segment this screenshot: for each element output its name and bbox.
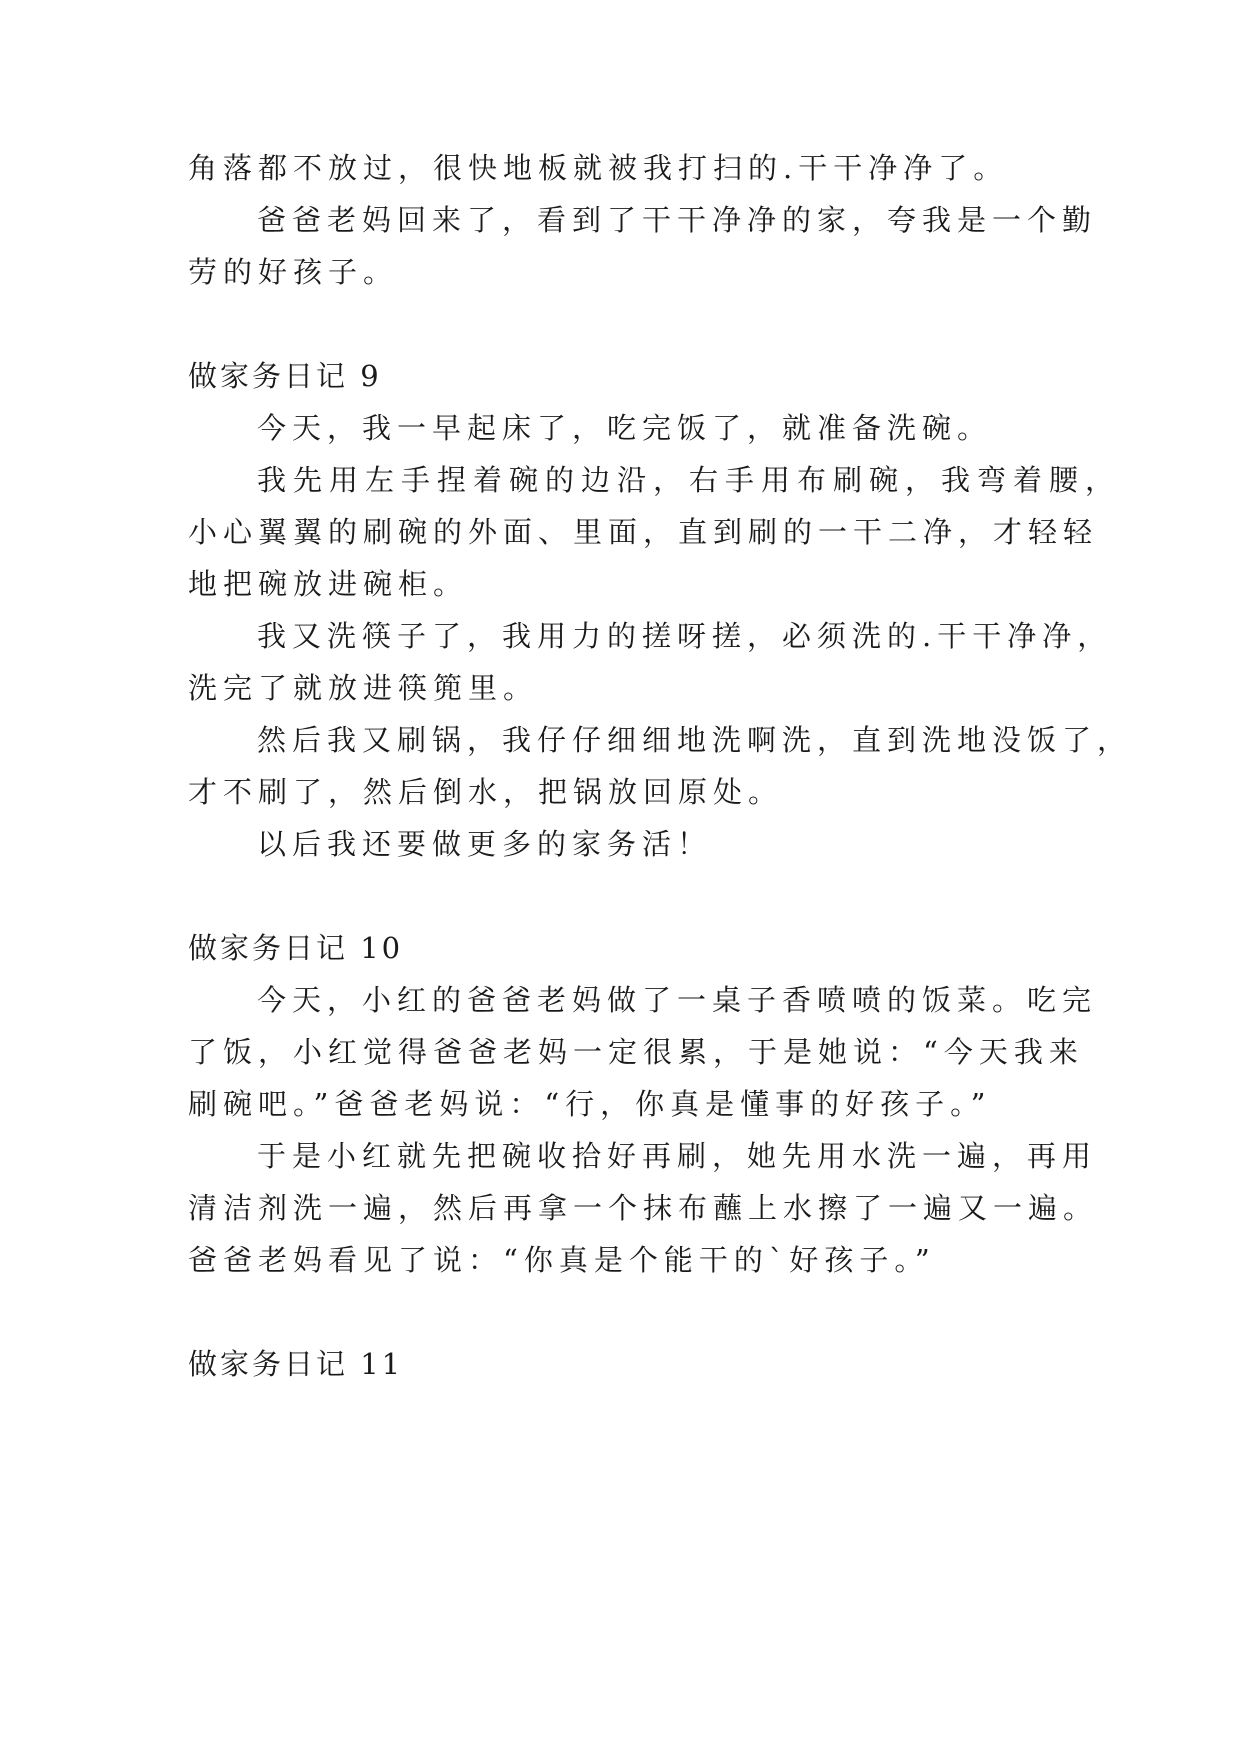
paragraph-line: 今天，我一早起床了，吃完饭了，就准备洗碗。 (257, 411, 993, 445)
paragraph-line: 爸爸老妈回来了，看到了干干净净的家，夸我是一个勤 (257, 203, 1098, 237)
paragraph-line: 我先用左手捏着碗的边沿，右手用布刷碗，我弯着腰， (257, 463, 1122, 497)
paragraph-line: 才不刷了，然后倒水，把锅放回原处。 (188, 775, 784, 809)
paragraph-line: 小心翼翼的刷碗的外面、里面，直到刷的一干二净，才轻轻 (188, 515, 1099, 549)
section-heading: 做家务日记 9 (188, 359, 382, 393)
paragraph-line: 爸爸老妈看见了说：“你真是个能干的`好孩子。” (188, 1243, 936, 1277)
paragraph-line: 角落都不放过，很快地板就被我打扫的.干干净净了。 (188, 151, 1009, 185)
paragraph-line: 以后我还要做更多的家务活！ (257, 827, 713, 861)
paragraph-line: 然后我又刷锅，我仔仔细细地洗啊洗，直到洗地没饭了， (257, 723, 1133, 757)
section-heading: 做家务日记 10 (188, 931, 404, 965)
paragraph-line: 洗完了就放进筷篼里。 (188, 671, 539, 705)
paragraph-line: 劳的好孩子。 (188, 255, 399, 289)
paragraph-line: 地把碗放进碗柜。 (188, 567, 469, 601)
paragraph-line: 了饭，小红觉得爸爸老妈一定很累，于是她说：“今天我来 (188, 1035, 1084, 1069)
paragraph-line: 今天，小红的爸爸老妈做了一桌子香喷喷的饭菜。吃完 (257, 983, 1098, 1017)
paragraph-line: 我又洗筷子了，我用力的搓呀搓，必须洗的.干干净净， (257, 619, 1113, 653)
paragraph-line: 清洁剂洗一遍，然后再拿一个抹布蘸上水擦了一遍又一遍。 (188, 1191, 1099, 1225)
paragraph-line: 刷碗吧。”爸爸老妈说：“行，你真是懂事的好孩子。” (188, 1087, 992, 1121)
paragraph-line: 于是小红就先把碗收拾好再刷，她先用水洗一遍，再用 (257, 1139, 1098, 1173)
section-heading: 做家务日记 11 (188, 1347, 404, 1381)
